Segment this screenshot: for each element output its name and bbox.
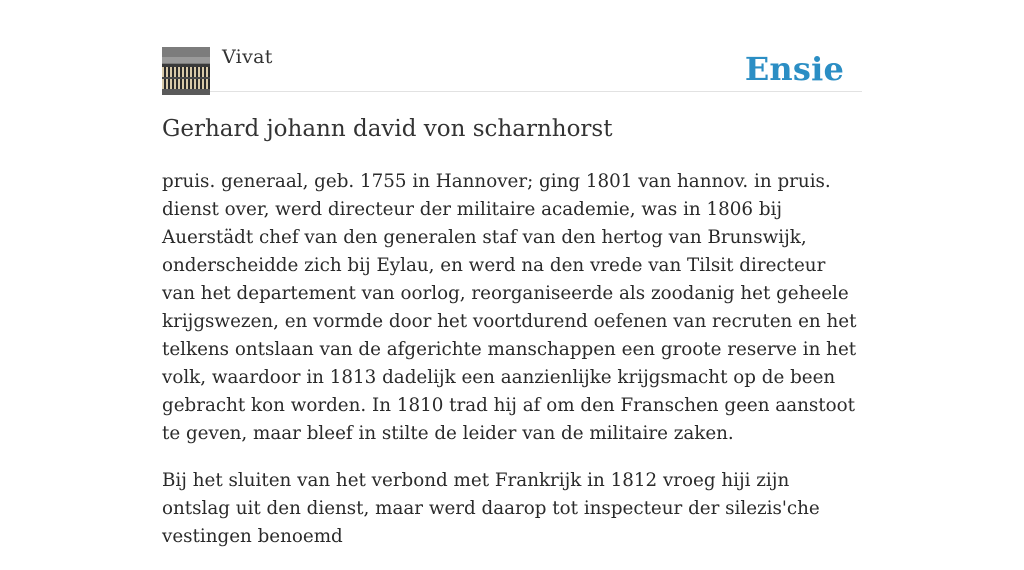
article-page	[162, 0, 862, 547]
author-avatar[interactable]	[162, 47, 210, 95]
article-title: Gerhard johann david von scharnhorst	[162, 116, 613, 142]
article-body	[162, 168, 862, 570]
article-paragraph: pruis. generaal, geb. 1755 in Hannover; ging 1801 van hannov. in pruis. dienst over, werd directeur der militaire academie, was in 1806 bij Auerstädt chef van den generalen staf van den hertog van Brunswijk, onderscheidde zich bij Eylau, en werd na den vrede van Tilsit directeur van het departement van oorlog, reorganiseerde als zoodanig het geheele krijgswezen, en vormde door het voortdurend oefenen van recruten en het telkens ontslaan van de afgerichte manschappen een groote reserve in het volk, waardoor in 1813 dadelijk een aanzienlijke krijgsmacht op de been gebracht kon worden. In 1810 trad hij af om den Franschen geen aanstoot te geven, maar bleef in stilte de leider van de militaire zaken.	[162, 171, 857, 444]
article-header	[162, 0, 862, 92]
brand-logo[interactable]: Ensie	[744, 50, 844, 88]
bookshelf-photo-icon	[162, 47, 210, 95]
author-name[interactable]: Vivat	[222, 46, 273, 68]
article-paragraph: Bij het sluiten van het verbond met Frankrijk in 1812 vroeg hiji zijn ontslag uit den dienst, maar werd daarop tot inspecteur der silezis'che vestingen benoemd	[162, 470, 820, 547]
